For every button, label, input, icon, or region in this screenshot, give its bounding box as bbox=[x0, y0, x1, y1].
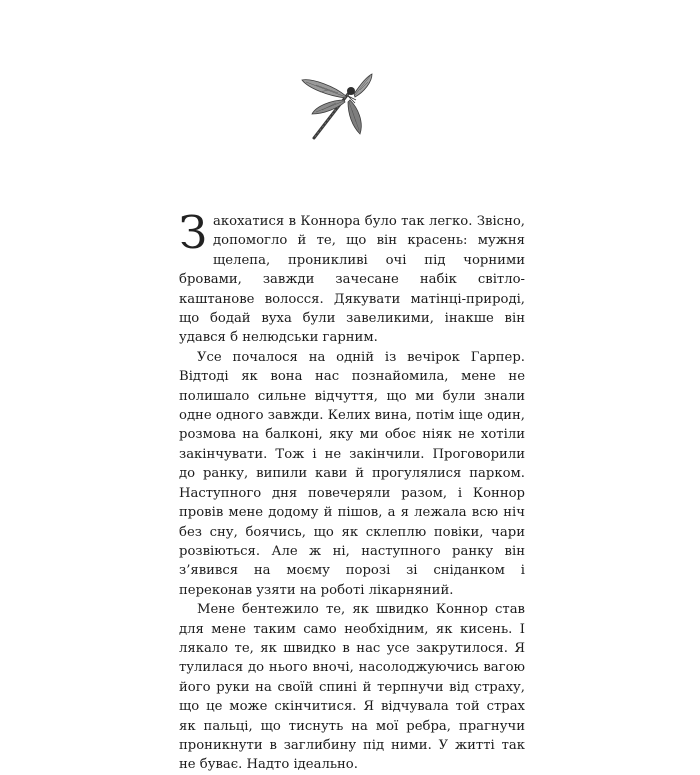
paragraph-1-text: акохатися в Коннора було так легко. Звісно, допомогло й те, що він красень: мужня щелепа, проникливі очі під чорними бровами, завжди зачесане набік світло-каштанове волосся. Дякувати матінці-природі, що бодай вуха були завеликими, інакше він удався б нелюдськи гарним. bbox=[179, 214, 525, 346]
dragonfly-icon bbox=[298, 72, 376, 148]
paragraph-3: Мене бентежило те, як швидко Коннор став для мене таким само необхідним, як кисень. І лякало те, як швидко в нас усе закрутилося. Я тулилася до нього вночі, насолоджуючись вагою його руки на своїй спині й терпнучи від страху, що це може скінчитися. Я відчувала той страх як пальці, що тиснуть на мої ребра, прагнучи проникнути в заглибину під ними. У житті так не буває. Надто ідеально. bbox=[179, 602, 525, 773]
dragonfly-illustration bbox=[298, 72, 376, 148]
drop-cap: З bbox=[179, 206, 208, 259]
paragraph-1 bbox=[179, 206, 525, 348]
chapter-text bbox=[179, 206, 525, 775]
paragraph-2: Усе почалося на одній із вечірок Гарпер. Відтоді як вона нас познайомила, мене не полишало сильне відчуття, що ми були знали одне одного завжди. Келих вина, потім іще один, розмова на балконі, яку ми обоє ніяк не хотіли закінчувати. Тож і не закінчили. Проговорили до ранку, випили кави й прогулялися парком. Наступного дня повечеряли разом, і Коннор провів мене додому й пішов, а я лежала всю ніч без сну, боячись, що як склеплю повіки, чари розвіються. Але ж ні, наступного ранку він з’явився на моєму порозі зі сніданком і переконав узяти на роботі лікарняний. bbox=[179, 349, 525, 598]
